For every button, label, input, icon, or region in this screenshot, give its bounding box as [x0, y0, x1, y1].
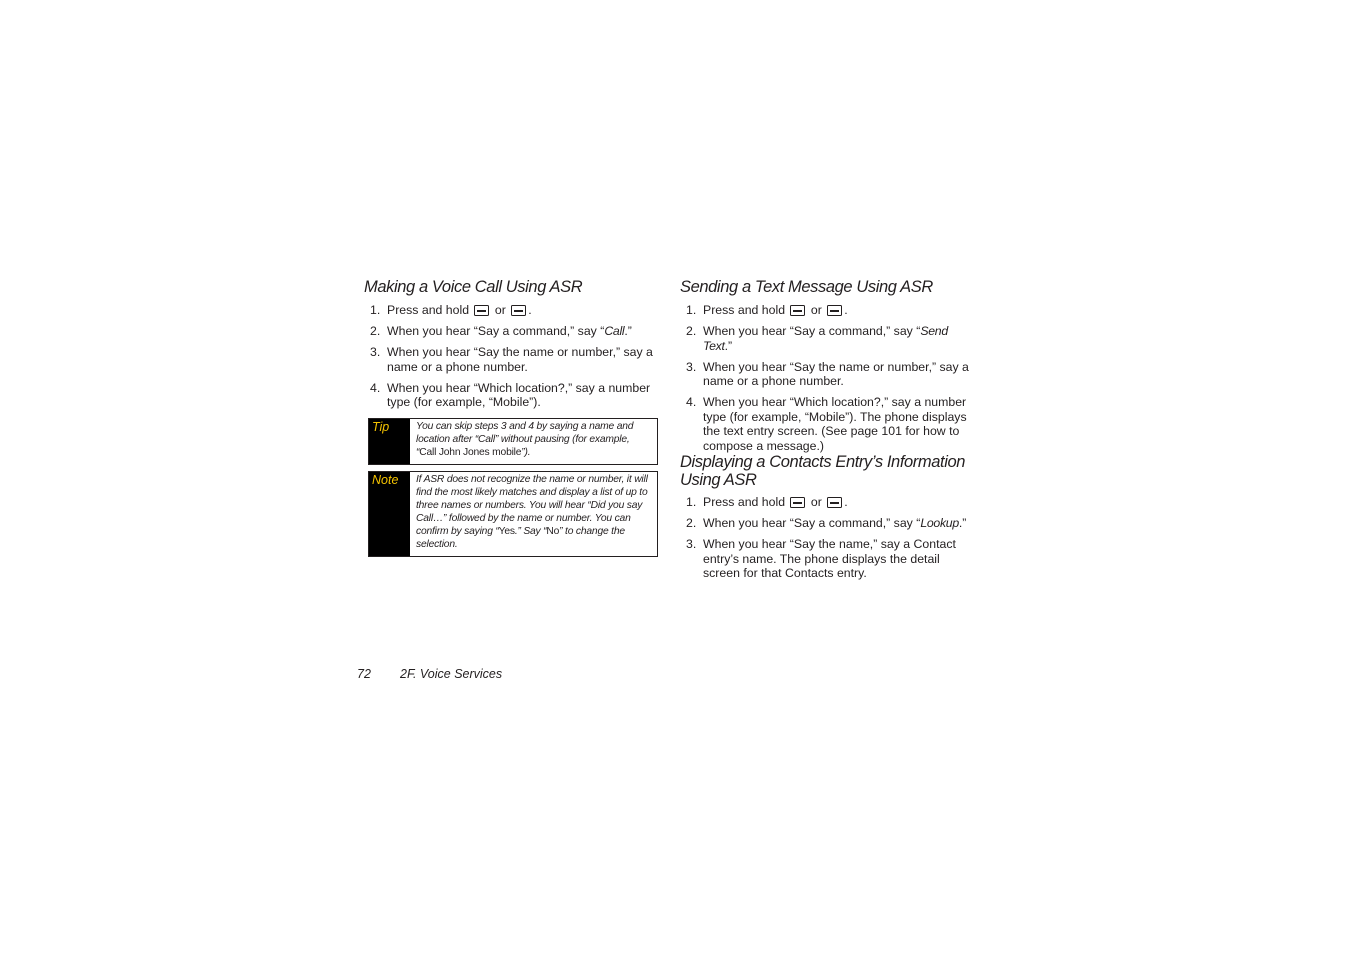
list-item: 3. When you hear “Say the name or number,” say a name or a phone number. [686, 359, 969, 388]
page-number: 72 [357, 667, 371, 681]
tip-box [368, 418, 658, 465]
talk-key-icon [790, 497, 805, 508]
list-item: 2. When you hear “Say a command,” say “Send Text.” [686, 324, 948, 353]
voice-call-steps [364, 303, 660, 416]
text-message-steps [680, 303, 980, 460]
talk-key-icon [474, 305, 489, 316]
heading-contacts-info: Displaying a Contacts Entry’s Information Using ASR [680, 453, 966, 489]
list-item: 2. When you hear “Say a command,” say “Call.” [370, 324, 632, 338]
note-label: Note [369, 472, 410, 556]
speaker-key-icon [827, 305, 842, 316]
section-title: 2F. Voice Services [400, 667, 503, 681]
list-item: 3. When you hear “Say the name,” say a Contact entry’s name. The phone displays the detail screen for that Contacts entry. [686, 537, 956, 580]
talk-key-icon [790, 305, 805, 316]
note-text: If ASR does not recognize the name or number, it will find the most likely matches and display a list of up to three names or numbers. You will hear “Did you say Call…” followed by the name or number. You can confirm by saying “Yes.” Say “No” to change the selection. [416, 474, 648, 550]
tip-label: Tip [369, 419, 410, 464]
list-item: 4. When you hear “Which location?,” say a number type (for example, “Mobile”). [370, 380, 651, 409]
heading-voice-call: Making a Voice Call Using ASR [364, 278, 583, 296]
list-item: 1. Press and hold or . [686, 495, 848, 509]
list-item: 2. When you hear “Say a command,” say “Lookup.” [686, 516, 967, 530]
speaker-key-icon [827, 497, 842, 508]
list-item: 3. When you hear “Say the name or number,” say a name or a phone number. [370, 345, 653, 374]
speaker-key-icon [511, 305, 526, 316]
list-item: 1. Press and hold or . [370, 303, 532, 317]
list-item: 4. When you hear “Which location?,” say a number type (for example, “Mobile”). The phone displays the text entry screen. (See page 101 for how to compose a message.) [686, 395, 967, 453]
list-item: 1. Press and hold or . [686, 303, 848, 317]
contacts-info-steps [680, 495, 980, 587]
heading-text-message: Sending a Text Message Using ASR [680, 278, 933, 296]
tip-text: You can skip steps 3 and 4 by saying a name and location after “Call” without pausing (for example, “Call John Jones mobile”). [416, 421, 634, 458]
note-box [368, 471, 658, 557]
